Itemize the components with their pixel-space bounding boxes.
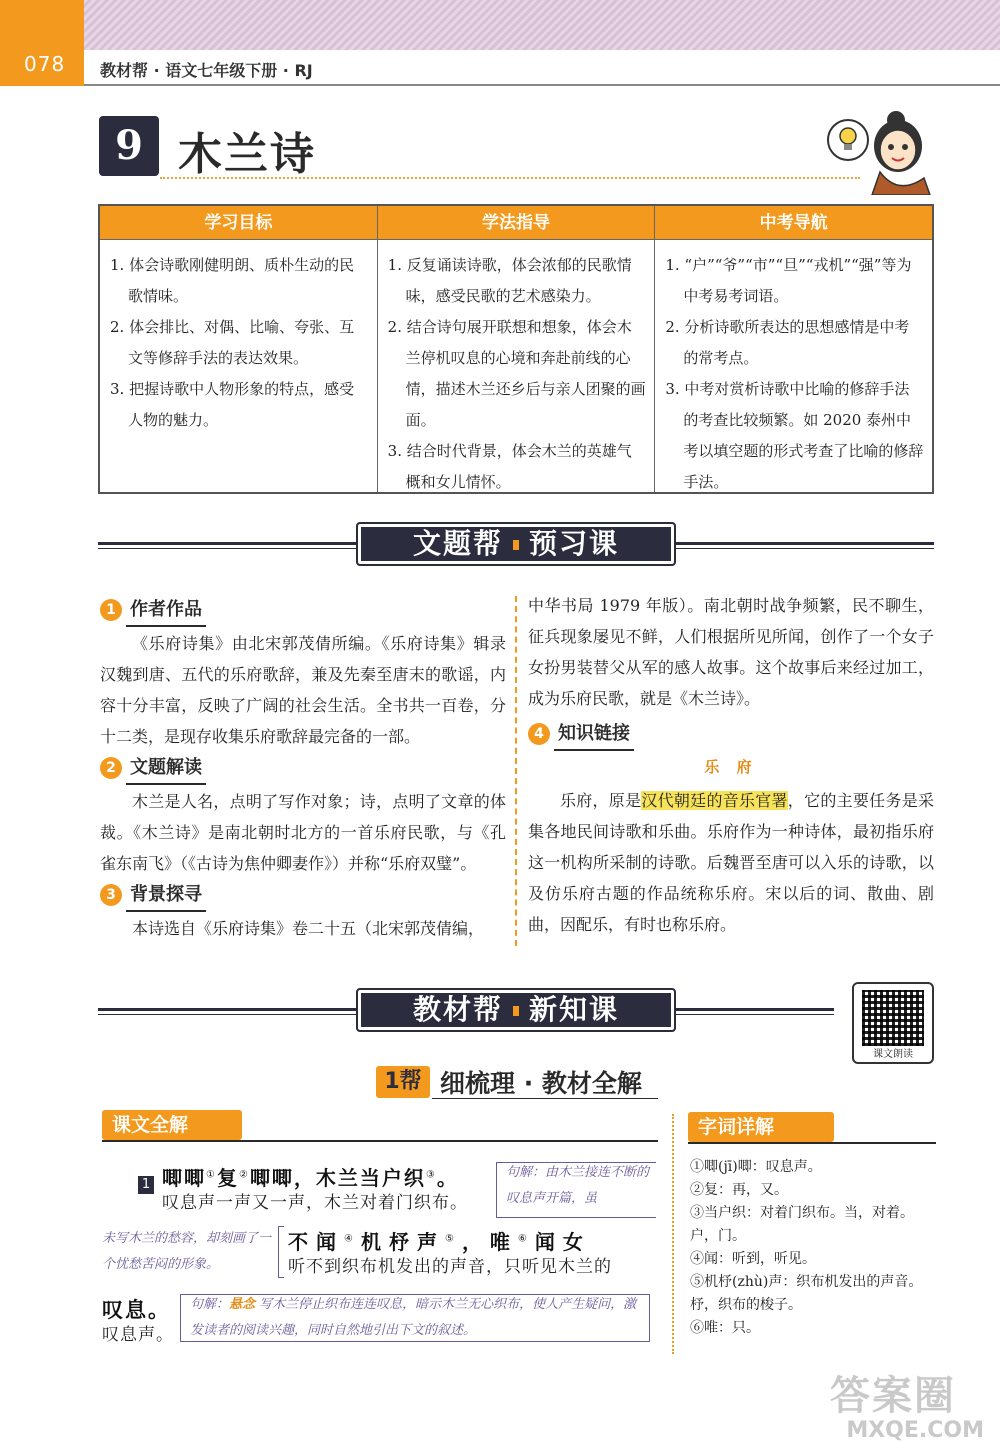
- page-number: 078: [0, 0, 84, 86]
- watermark-logo: 答案圈 MXQE.COM: [830, 1373, 984, 1443]
- word-item: ⑥唯：只。: [690, 1320, 760, 1336]
- lesson-number: 9: [99, 116, 159, 176]
- knowledge-subtitle: 乐 府: [704, 758, 758, 776]
- word-item: ③当户织：对着门织布。当，对着。户，门。: [690, 1205, 914, 1244]
- poem-line-2: 不闻④机杼声⑤，唯⑥闻女: [288, 1230, 591, 1254]
- goals-item: 3. 把握诗歌中人物形象的特点，感受人物的魅力。: [110, 380, 355, 429]
- word-item: ②复：再，又。: [690, 1182, 788, 1198]
- column-divider: [672, 1114, 674, 1354]
- word-explanations: [690, 1156, 936, 1340]
- tag-word-details: 字词详解: [688, 1112, 834, 1142]
- word-item: ①唧(jī)唧：叹息声。: [690, 1159, 822, 1175]
- goals-item: 2. 体会排比、对偶、比喻、夸张、互文等修辞手法的表达效果。: [110, 318, 355, 367]
- qr-code[interactable]: [852, 982, 934, 1064]
- section-heading: 4 知识链接: [528, 718, 934, 750]
- lesson-title: 木兰诗: [178, 129, 316, 180]
- highlighted-text: 汉代朝廷的音乐官署: [641, 791, 788, 810]
- page-header: [0, 0, 1000, 86]
- goals-item: 3. 结合时代背景，体会木兰的英雄气概和女儿情怀。: [387, 442, 632, 491]
- goals-item: 1. 反复诵读诗歌，体会浓郁的民歌情味，感受民歌的艺术感染力。: [387, 256, 632, 305]
- banner-preview: [98, 522, 934, 568]
- title-underline: [160, 177, 860, 179]
- goals-table: [98, 204, 934, 494]
- qr-label: 课文朗读: [873, 1049, 913, 1060]
- annotation-note: 句解：悬念 写木兰停止织布连连叹息，暗示木兰无心织布，使人产生疑问，激发读者的阅读兴趣，同时自然地引出下文的叙述。: [190, 1297, 637, 1338]
- banner-preview-label: 文题帮 预习课: [356, 522, 676, 566]
- goals-heading: 学法指导: [378, 206, 655, 240]
- section-text: 木兰是人名，点明了写作对象；诗，点明了文章的体裁。《木兰诗》是南北朝时北方的一首乐府民歌，与《孔雀东南飞》（《古诗为焦仲卿妻作》）并称“乐府双璧”。: [100, 792, 506, 873]
- word-item: ④闻：听到，听见。: [690, 1251, 816, 1267]
- word-item: ⑤机杼(zhù)声：织布机发出的声音。杼，织布的梭子。: [690, 1274, 923, 1313]
- translation-line-3: 叹息声。: [102, 1325, 174, 1345]
- study-heading: [376, 1064, 642, 1100]
- header-divider: [84, 84, 1000, 86]
- goals-item: 1. “户”“爷”“市”“旦”“戎机”“强”等为中考易考词语。: [665, 256, 912, 305]
- goals-column-exam: [655, 206, 932, 492]
- preview-right-column: [528, 590, 934, 940]
- tag-full-text: 课文全解: [102, 1110, 242, 1140]
- goals-column-objectives: [100, 206, 378, 492]
- poem-line-1: 唧唧①复②唧唧，木兰当户织③。: [162, 1166, 459, 1190]
- goals-item: 2. 分析诗歌所表达的思想感情是中考的常考点。: [665, 318, 910, 367]
- poem-line-3: 叹息。: [102, 1298, 171, 1322]
- section-heading: 2 文题解读: [100, 752, 506, 784]
- goals-item: 2. 结合诗句展开联想和想象，体会木兰停机叹息的心境和奔赴前线的心情，描述木兰还乡后与亲人团聚的画面。: [387, 318, 646, 429]
- banner-newlesson: [98, 988, 834, 1034]
- annotation-note: 句解：由木兰接连不断的叹息声开篇，虽: [506, 1165, 650, 1206]
- goals-column-methods: [378, 206, 656, 492]
- column-divider: [515, 596, 517, 946]
- qr-code-icon: [862, 990, 924, 1046]
- header-decor-band: [84, 0, 1000, 50]
- mascot-girl-icon: [820, 100, 940, 195]
- book-title: 教材帮 · 语文七年级下册 · RJ: [100, 61, 313, 80]
- translation-line-1: 叹息声一声又一声，木兰对着门织布。: [162, 1193, 468, 1213]
- study-badge: 1帮: [376, 1066, 430, 1098]
- paragraph-marker: 1: [138, 1176, 154, 1194]
- study-title: 细梳理 · 教材全解: [440, 1069, 642, 1098]
- preview-left-column: [100, 594, 506, 944]
- section-text: 乐府，原是汉代朝廷的音乐官署，它的主要任务是采集各地民间诗歌和乐曲。乐府作为一种诗体，最初指乐府这一机构所采制的诗歌。后魏晋至唐可以入乐的诗歌，以及仿乐府古题的作品统称乐府。宋以后的词、散曲、剧曲，因配乐，有时也称乐府。: [528, 791, 934, 934]
- section-text: 《乐府诗集》由北宋郭茂倩所编。《乐府诗集》辑录汉魏到唐、五代的乐府歌辞，兼及先秦至唐末的歌谣，内容十分丰富，反映了广阔的社会生活。全书共一百卷，分十二类，是现存收集乐府歌辞最完备的一部。: [100, 634, 506, 746]
- goals-item: 1. 体会诗歌刚健明朗、质朴生动的民歌情味。: [110, 256, 355, 305]
- section-heading: 3 背景探寻: [100, 879, 506, 911]
- banner-newlesson-label: 教材帮 新知课: [356, 988, 676, 1032]
- section-text-continued: 中华书局 1979 年版）。南北朝时战争频繁，民不聊生，征兵现象屡见不鲜，人们根据所见所闻，创作了一个女子女扮男装替父从军的感人故事。这个故事后来经过加工，成为乐府民歌，就是《木兰诗》。: [528, 596, 934, 708]
- translation-line-2: 听不到织布机发出的声音，只听见木兰的: [288, 1257, 612, 1277]
- section-text: 本诗选自《乐府诗集》卷二十五（北宋郭茂倩编，: [132, 919, 485, 938]
- section-heading: 1 作者作品: [100, 594, 506, 626]
- goals-heading: 中考导航: [655, 206, 932, 240]
- goals-heading: 学习目标: [100, 206, 377, 240]
- goals-item: 3. 中考对赏析诗歌中比喻的修辞手法的考查比较频繁。如 2020 泰州中考以填空题的形式考查了比喻的修辞手法。: [665, 380, 924, 491]
- annotation-note: 未写木兰的愁容，却刻画了一个忧愁苦闷的形象。: [102, 1231, 272, 1272]
